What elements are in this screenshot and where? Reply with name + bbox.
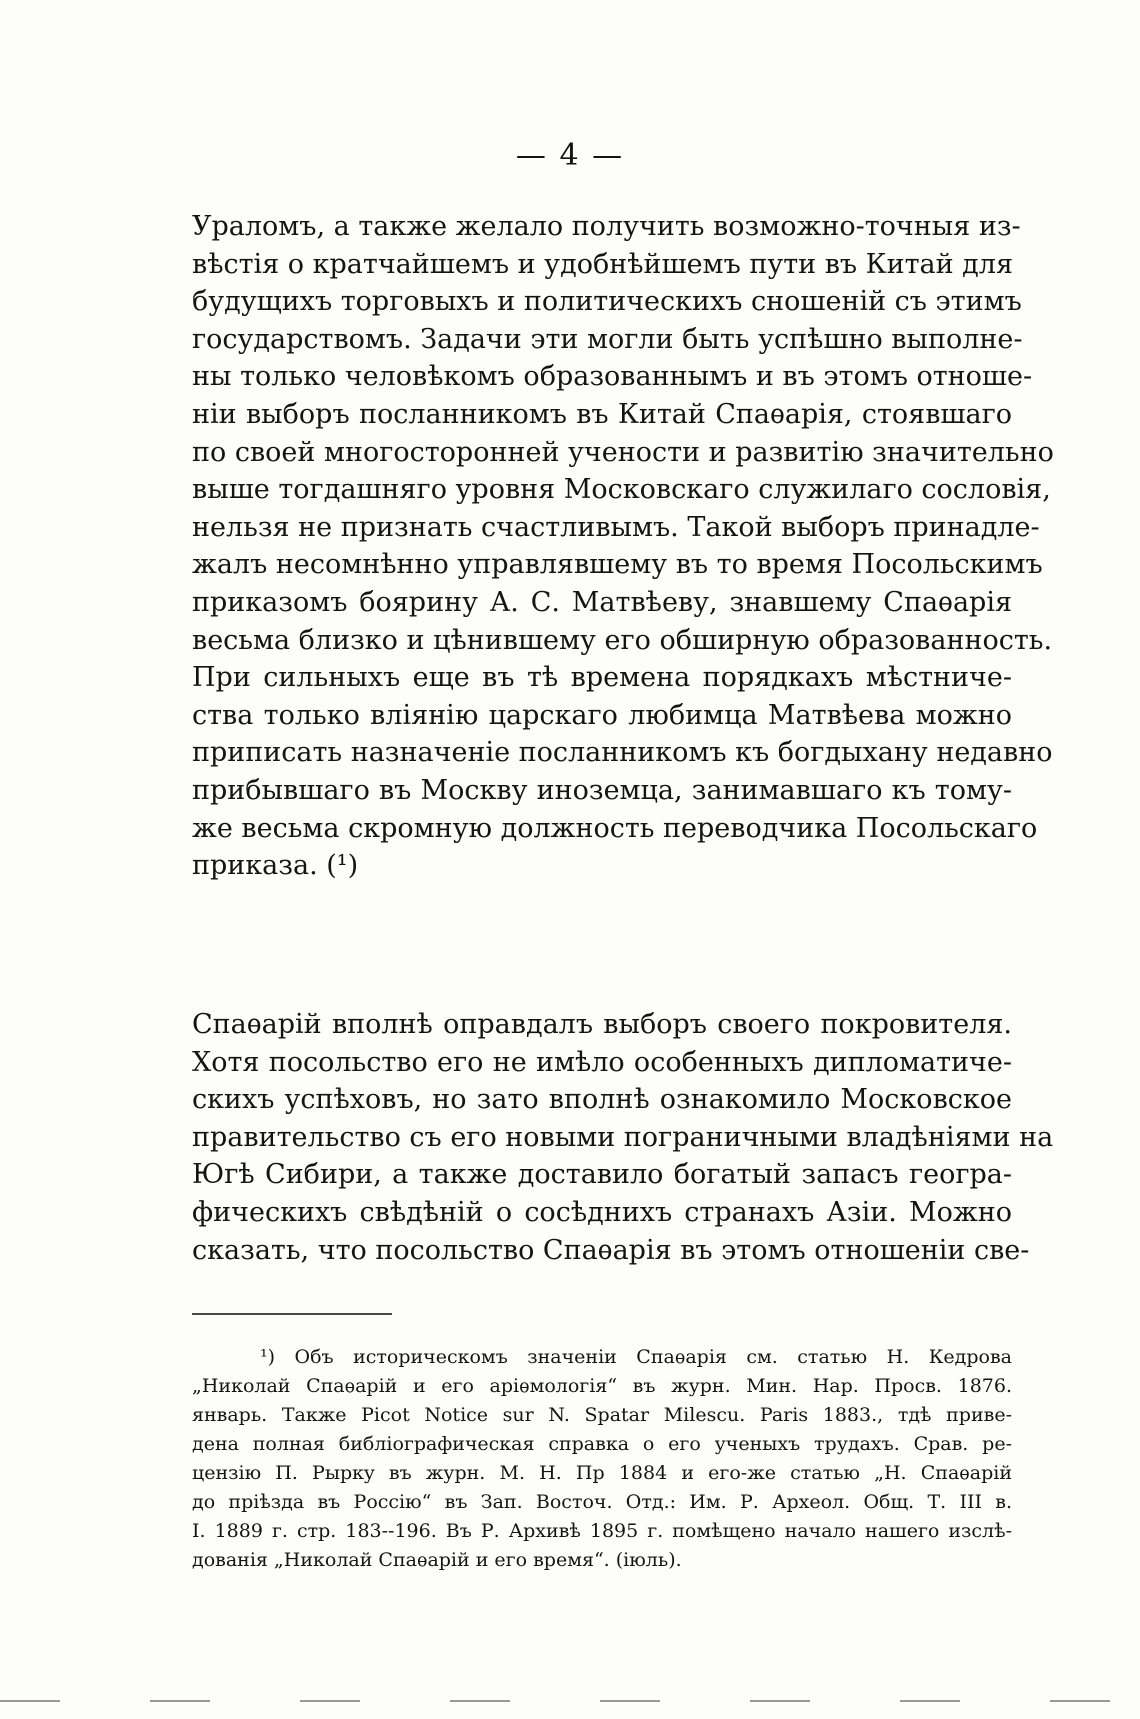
page-bottom-edge: [0, 1700, 1140, 1702]
text-line: правительство съ его новыми пограничными владѣніями на: [192, 1121, 1054, 1153]
page-number: — 4 —: [515, 138, 625, 173]
text-line: приписать назначеніе посланникомъ къ богдыхану недавно: [192, 737, 1053, 769]
text-line: весьма близко и цѣнившему его обширную образованность.: [192, 624, 1053, 656]
text-line: ства только вліянію царскаго любимца Матвѣева можно: [192, 699, 1012, 731]
paragraph-1: [192, 208, 1054, 885]
text-line: по своей многосторонней учености и развитію значительно: [192, 436, 1054, 468]
text-line: январь. Также Picot Notice sur N. Spatar Milescu. Paris 1883., тдѣ приве-: [192, 1404, 1012, 1426]
text-line: выше тогдашняго уровня Московскаго служилаго сословія,: [192, 474, 1051, 506]
text-line: государствомъ. Задачи эти могли быть успѣшно выполне-: [192, 323, 1023, 355]
text-line: до пріѣзда въ Россію“ въ Зап. Восточ. Отд.: Им. Р. Археол. Общ. Т. III в.: [192, 1491, 1012, 1513]
text-line: вѣстія о кратчайшемъ и удобнѣйшемъ пути въ Китай для: [192, 248, 1013, 280]
text-line: Югѣ Сибири, а также доставило богатый запасъ геогра-: [192, 1159, 1012, 1191]
text-line: жалъ несомнѣнно управлявшему въ то время Посольскимъ: [192, 549, 1043, 581]
text-line: же весьма скромную должность переводчика Посольскаго: [192, 812, 1038, 844]
text-line: сказать, что посольство Спаѳарія въ этомъ отношеніи све-: [192, 1234, 1030, 1266]
text-line: ны только человѣкомъ образованнымъ и въ этомъ отноше-: [192, 361, 1033, 393]
footnote: [192, 1343, 1012, 1575]
footnote-divider: [192, 1313, 392, 1315]
text-line: дена полная библіографическая справка о его ученыхъ трудахъ. Срав. ре-: [192, 1433, 1012, 1455]
paragraph-2: [192, 1006, 1054, 1269]
text-line: ¹) Объ историческомъ значеніи Спаѳарія см. статью Н. Кедрова: [260, 1346, 1012, 1368]
text-line: приказа. (¹): [192, 850, 359, 882]
text-line: цензію П. Рыркy въ журн. М. Н. Пр 1884 и его-же статью „Н. Спаѳарій: [192, 1462, 1012, 1484]
text-line: Ураломъ, а также желало получить возможно-точныя из-: [192, 211, 1021, 242]
text-line: нельзя не признать счастливымъ. Такой выборъ принадле-: [192, 511, 1040, 543]
text-line: Хотя посольство его не имѣло особенныхъ дипломатиче-: [192, 1046, 1012, 1078]
text-line: дованія „Николай Спаѳарій и его время“. (іюль).: [192, 1549, 682, 1571]
text-line: скихъ успѣховъ, но зато вполнѣ ознакомило Московское: [192, 1084, 1012, 1116]
text-line: I. 1889 г. стр. 183--196. Въ Р. Архивѣ 1895 г. помѣщено начало нашего изслѣ-: [192, 1520, 1012, 1542]
text-line: приказомъ боярину А. С. Матвѣеву, знавшему Спаѳарія: [192, 586, 1012, 618]
text-line: фическихъ свѣдѣній о сосѣднихъ странахъ Азіи. Можно: [192, 1196, 1012, 1228]
text-line: „Николай Спаѳарій и его аріѳмологія“ въ журн. Мин. Нар. Просв. 1876.: [192, 1375, 1012, 1397]
text-line: ніи выборъ посланникомъ въ Китай Спаѳарія, стоявшаго: [192, 398, 1012, 430]
text-line: прибывшаго въ Москву иноземца, занимавшаго къ тому-: [192, 774, 1012, 806]
text-line: При сильныхъ еще въ тѣ времена порядкахъ мѣстниче-: [192, 662, 1012, 694]
text-line: будущихъ торговыхъ и политическихъ сношеній съ этимъ: [192, 286, 1022, 318]
text-line: Спаѳарій вполнѣ оправдалъ выборъ своего покровителя.: [192, 1009, 1012, 1040]
